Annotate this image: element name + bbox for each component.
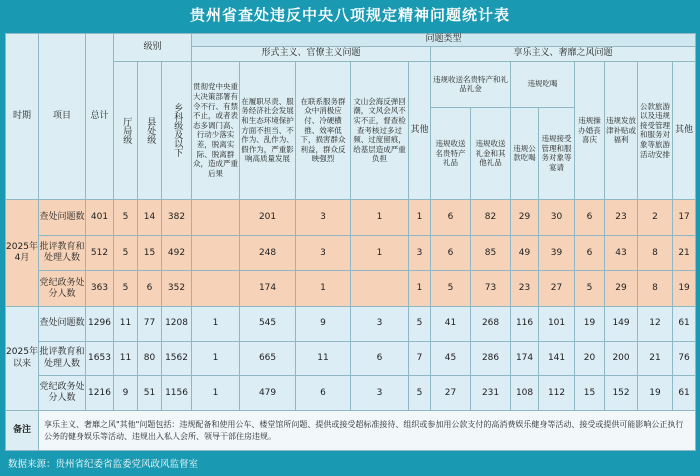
cell-f1: [192, 271, 240, 307]
cell-banquet1: 49: [511, 235, 539, 271]
cell-h-other: 61: [673, 307, 696, 342]
row-item: 党纪政务处分人数: [39, 376, 86, 411]
header-formalism: 形式主义、官僚主义问题: [192, 46, 431, 61]
row-item: 批评教育和处理人数: [39, 341, 86, 376]
cell-banquet2: 39: [539, 235, 575, 271]
cell-allowance: 149: [605, 307, 638, 342]
row-item: 查处问题数: [39, 200, 86, 236]
header-travel: 公款旅游以及违规接受管理和服务对象等旅游活动安排: [638, 61, 673, 200]
cell-gift2: 73: [471, 271, 511, 307]
cell-total: 512: [86, 235, 114, 271]
cell-f4: 3: [351, 307, 409, 342]
cell-f3: 11: [296, 341, 351, 376]
cell-h-other: 17: [673, 200, 696, 236]
cell-wedding: 20: [575, 341, 605, 376]
cell-f3: 3: [296, 235, 351, 271]
header-level-xian: [138, 61, 162, 200]
cell-total: 1653: [86, 341, 114, 376]
cell-travel: 8: [638, 235, 673, 271]
header-level-xiang: [162, 61, 192, 200]
header-f3: 在联系服务群众中消极应付、冷硬横推、效率低下，损害群众利益，群众反映强烈: [296, 61, 351, 200]
cell-xiang: 1562: [162, 341, 192, 376]
cell-wedding: 6: [575, 235, 605, 271]
cell-f3: 1: [296, 271, 351, 307]
header-hedonism: 享乐主义、奢靡之风问题: [431, 46, 696, 61]
table-row: [6, 341, 696, 376]
cell-allowance: 29: [605, 271, 638, 307]
cell-wedding: 19: [575, 307, 605, 342]
header-allowance: 违规发放津补贴或福利: [605, 61, 638, 200]
header-f1: 贯彻党中央重大决策部署有令不行、有禁不止，或者表态多调门高、行动少落实差，脱离实际、脱离群众，造成严重后果: [192, 61, 240, 200]
cell-total: 401: [86, 200, 114, 236]
cell-travel: 19: [638, 376, 673, 411]
cell-h-other: 61: [673, 376, 696, 411]
cell-travel: 2: [638, 200, 673, 236]
cell-banquet2: 141: [539, 341, 575, 376]
cell-xian: 51: [138, 376, 162, 411]
cell-f4: 1: [351, 200, 409, 236]
header-item: 项目: [39, 34, 86, 200]
header-gift2: 违规收送礼金和其他礼品: [471, 107, 511, 199]
cell-gift2: 82: [471, 200, 511, 236]
cell-f3: 6: [296, 376, 351, 411]
cell-travel: 21: [638, 341, 673, 376]
cell-f2: 201: [240, 200, 296, 236]
cell-f1: 1: [192, 341, 240, 376]
header-period: 时期: [6, 34, 39, 200]
cell-ting: 11: [114, 307, 138, 342]
cell-f2: 479: [240, 376, 296, 411]
cell-xiang: 382: [162, 200, 192, 236]
cell-xian: 15: [138, 235, 162, 271]
cell-h-other: 19: [673, 271, 696, 307]
cell-f1: 1: [192, 307, 240, 342]
cell-gift1: 27: [431, 376, 471, 411]
table-row: [6, 200, 696, 236]
header-wedding: 违规操办婚丧喜庆: [575, 61, 605, 200]
header-h-other: 其他: [673, 61, 696, 200]
cell-banquet1: 116: [511, 307, 539, 342]
note-row: [6, 411, 696, 451]
note-label: 备注: [6, 411, 39, 451]
cell-wedding: 6: [575, 200, 605, 236]
cell-banquet1: 108: [511, 376, 539, 411]
cell-total: 1296: [86, 307, 114, 342]
page-title: 贵州省查处违反中央八项规定精神问题统计表: [189, 6, 510, 24]
header-banquet2: 违规接受管理和服务对象等宴请: [539, 107, 575, 199]
cell-wedding: 5: [575, 271, 605, 307]
cell-travel: 8: [638, 271, 673, 307]
cell-ting: 5: [114, 200, 138, 236]
cell-allowance: 200: [605, 341, 638, 376]
table-row: [6, 235, 696, 271]
cell-allowance: 23: [605, 200, 638, 236]
table-row: [6, 376, 696, 411]
cell-gift1: 6: [431, 235, 471, 271]
header-level-xiang-label: 乡科级及以下: [172, 103, 183, 158]
cell-f4: 6: [351, 341, 409, 376]
table-row: [6, 271, 696, 307]
cell-wedding: 15: [575, 376, 605, 411]
cell-f-other: 1: [409, 200, 431, 236]
cell-xiang: 1208: [162, 307, 192, 342]
cell-xiang: 1156: [162, 376, 192, 411]
period-label: 2025年4月: [6, 200, 39, 307]
cell-gift1: 41: [431, 307, 471, 342]
cell-f-other: 7: [409, 341, 431, 376]
header-gift-group: 违规收送名贵特产和礼品礼金: [431, 61, 511, 107]
period-label: 2025年以来: [6, 307, 39, 411]
cell-xian: 80: [138, 341, 162, 376]
cell-xiang: 352: [162, 271, 192, 307]
cell-f2: 248: [240, 235, 296, 271]
cell-h-other: 21: [673, 235, 696, 271]
cell-ting: 9: [114, 376, 138, 411]
cell-f1: [192, 235, 240, 271]
cell-xian: 14: [138, 200, 162, 236]
cell-f-other: 1: [409, 271, 431, 307]
cell-banquet2: 27: [539, 271, 575, 307]
cell-banquet1: 23: [511, 271, 539, 307]
header-level: 级别: [114, 34, 192, 62]
row-item: 党纪政务处分人数: [39, 271, 86, 307]
row-item: 查处问题数: [39, 307, 86, 342]
cell-banquet2: 30: [539, 200, 575, 236]
cell-banquet1: 29: [511, 200, 539, 236]
header-problem-type: 问题类型: [192, 34, 696, 47]
cell-ting: 5: [114, 271, 138, 307]
cell-f1: [192, 200, 240, 236]
header-level-xian-label: 县处级: [145, 116, 156, 144]
cell-total: 1216: [86, 376, 114, 411]
row-item: 批评教育和处理人数: [39, 235, 86, 271]
cell-f-other: 5: [409, 376, 431, 411]
cell-gift2: 231: [471, 376, 511, 411]
cell-banquet2: 101: [539, 307, 575, 342]
cell-gift1: 6: [431, 200, 471, 236]
cell-h-other: 76: [673, 341, 696, 376]
cell-f2: 665: [240, 341, 296, 376]
cell-banquet1: 174: [511, 341, 539, 376]
cell-f3: 3: [296, 200, 351, 236]
cell-f3: 9: [296, 307, 351, 342]
note-text: 享乐主义、奢靡之风"其他"问题包括：违规配备和使用公车、楼堂馆所问题、提供或接受超标准接待、组织或参加用公款支付的高消费娱乐健身等活动、接受或提供可能影响公正执行公务的健身娱乐等活动、违规出入私人会所、领导干部住房违规。: [39, 411, 696, 451]
cell-gift2: 286: [471, 341, 511, 376]
header-f-other: 其他: [409, 61, 431, 200]
stats-table-wrap: [5, 33, 695, 451]
header-total: 总计: [86, 34, 114, 200]
cell-gift2: 85: [471, 235, 511, 271]
header-level-ting: [114, 61, 138, 200]
data-source: 数据来源：贵州省纪委省监委党风政风监督室: [8, 459, 199, 470]
cell-allowance: 43: [605, 235, 638, 271]
cell-travel: 12: [638, 307, 673, 342]
cell-ting: 11: [114, 341, 138, 376]
cell-allowance: 152: [605, 376, 638, 411]
header-gift1: 违规收送名贵特产礼品: [431, 107, 471, 199]
header-banquet1: 违规公款吃喝: [511, 107, 539, 199]
cell-gift2: 268: [471, 307, 511, 342]
cell-f4: 1: [351, 235, 409, 271]
header-f2: 在履职尽责、服务经济社会发展和生态环境保护方面不担当、不作为、乱作为、假作为，严重影响高质量发展: [240, 61, 296, 200]
cell-f4: 3: [351, 376, 409, 411]
stats-table: [5, 33, 696, 451]
header-banquet-group: 违规吃喝: [511, 61, 575, 107]
cell-f1: 1: [192, 376, 240, 411]
table-row: [6, 307, 696, 342]
cell-f2: 174: [240, 271, 296, 307]
cell-f-other: 3: [409, 235, 431, 271]
cell-xian: 77: [138, 307, 162, 342]
cell-gift1: 45: [431, 341, 471, 376]
cell-f4: [351, 271, 409, 307]
cell-gift1: 5: [431, 271, 471, 307]
cell-ting: 5: [114, 235, 138, 271]
cell-banquet2: 112: [539, 376, 575, 411]
header-level-ting-label: 厅局级: [121, 116, 132, 144]
header-f4: 文山会海反弹回潮，文风会风不实不正，督查检查考核过多过频、过度留痕，给基层造成严重负担: [351, 61, 409, 200]
cell-f-other: 5: [409, 307, 431, 342]
cell-xiang: 492: [162, 235, 192, 271]
cell-total: 363: [86, 271, 114, 307]
cell-xian: 6: [138, 271, 162, 307]
cell-f2: 545: [240, 307, 296, 342]
